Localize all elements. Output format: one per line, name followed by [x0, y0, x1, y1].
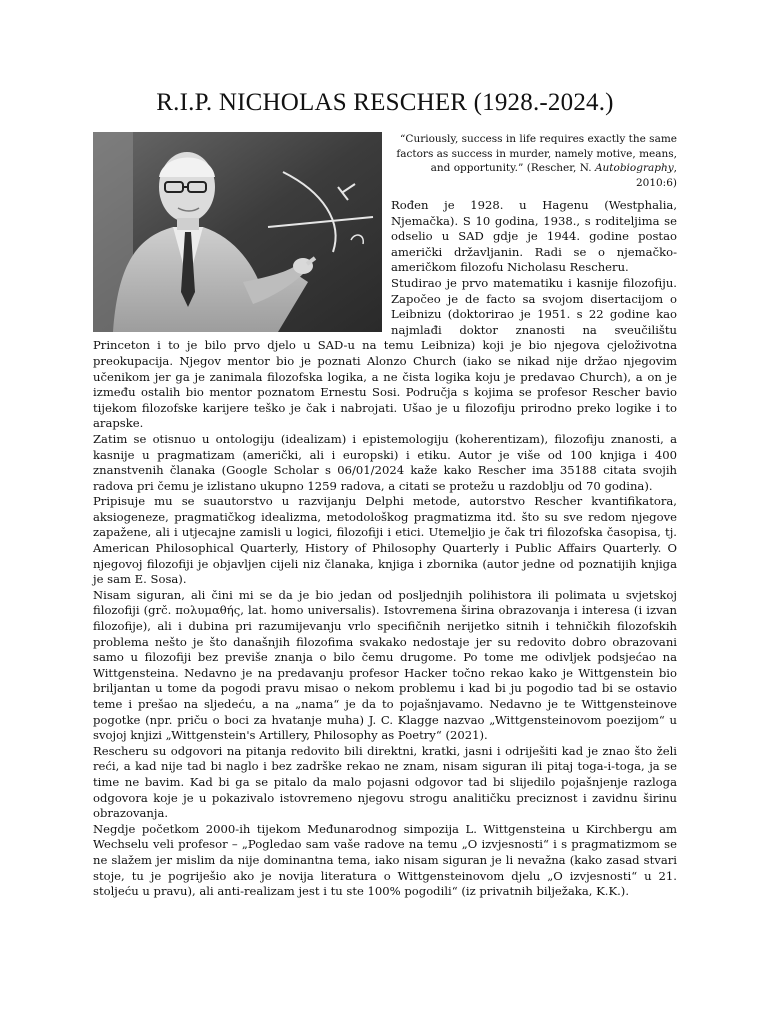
portrait-photo	[93, 132, 382, 332]
article	[93, 88, 677, 900]
epigraph-source-title: Autobiography	[594, 162, 674, 174]
paragraph: Rođen je 1928. u Hagenu (Westphalia, Njemačka). S 10 godina, 1938., s roditeljima se odselio u SAD gdje je 1944. godine postao američki državljanin. Radi se o njemačko-američkom filozofu Nicholasu Rescheru.	[391, 198, 677, 275]
paragraph: Rescheru su odgovori na pitanja redovito bili direktni, kratki, jasni i odriješiti kad je znao što želi reći, a kad nije tad bi naglo i bez zadrške rekao ne znam, nisam siguran ili pitaj toga-i-toga, ja se time ne bavim. Kad bi ga se pitalo da malo pojasni odgovor tad bi slijedilo pojašnjenje razloga odgovora koje je u pokazivalo istovremeno njegovu strogu analitičku preciznost i zavidnu širinu obrazovanja.	[93, 743, 677, 821]
paragraph: Nisam siguran, ali čini mi se da je bio jedan od posljednjih polihistora ili polimata u svjetskoj filozofiji (grč. πολυμαθής, lat. homo universalis). Istovremena širina obrazovanja i interesa (i izvan filozofije), ali i dubina pri razumijevanju vrlo specifičnih nerijetko sitnih i tehničkih filozofskih problema nešto je što današnjih filozofima svakako nedostaje jer su redovito dobro obrazovani samo u filozofiji bez previše znanja o bilo čemu drugome. Po tome me odivljek podsjećao na Wittgensteina. Nedavno je na predavanju profesor Hacker točno rekao kako je Wittgenstein bio briljantan u tome da pogodi pravu misao o nekom problemu i kad bi ju pogodio tad bi se ostavio teme i prešao na sljedeću, a na „nama“ je da to pojašnjavamo. Nedavno je te Wittgensteinove pogotke (npr. priču o boci za hvatanje muha) J. C. Klagge nazvao „Wittgensteinovom poezijom“ u svojoj knjizi „Wittgenstein's Artillery, Philosophy as Poetry“ (2021).	[93, 587, 677, 743]
epigraph-text: “Curiously, success in life requires exactly the same factors as success in murder, namely motive, means, and opportunity.” (Rescher, N.	[396, 133, 677, 174]
epigraph-source-rest: , 2010:6)	[635, 162, 677, 189]
paragraph: Zatim se otisnuo u ontologiju (idealizam) i epistemologiju (koherentizam), filozofiju znanosti, a kasnije u pragmatizam (američki, ali i europski) i etiku. Autor je više od 100 knjiga i 400 znanstvenih članaka (Google Scholar s 06/01/2024 kaže kako Rescher ima 35188 citata svojih radova pri čemu je izlistano ukupno 1259 radova, a citati se protežu u razdoblju od 70 godina).	[93, 431, 677, 493]
paragraph: Studirao je prvo matematiku i kasnije filozofiju. Započeo je de facto sa svojom disertacijom o Leibnizu (doktorirao je 1951. s 22 godine kao najmlađi doktor znanosti na sveučilištu Princeton i to je bilo prvo djelo u SAD-u na temu Leibniza) koji je bio njegova cjeloživotna preokupacija. Njegov mentor bio je poznati Alonzo Church (iako se nikad nije držao njegovim učenikom jer ga je zanimala filozofska logika, a ne čista logika koju je predavao Church), a on je između ostalih bio mentor poznatom Ernestu Sosi. Područja s kojima se profesor Rescher bavio tijekom filozofske karijere teško je čak i nabrojati. Ušao je u filozofiju prirodno preko logike i to arapske.	[93, 275, 677, 431]
paragraph: Pripisuje mu se suautorstvo u razvijanju Delphi metode, autorstvo Rescher kvantifikatora, aksiogeneze, pragmatičkog idealizma, metodološkog pragmatizma itd. što su sve redom njegove zapažene, ali i utjecajne zamisli u logici, filozofiji i etici. Utemeljio je čak tri filozofska časopisa, tj. American Philosophical Quarterly, History of Philosophy Quarterly i Public Affairs Quarterly. O njegovoj filozofiji je objavljen cijeli niz članaka, knjiga i zbornika (autor jedne od poznatijih knjiga je sam E. Sosa).	[93, 494, 677, 587]
page-title: R.I.P. NICHOLAS RESCHER (1928.-2024.)	[156, 89, 614, 116]
portrait-photo-illustration	[93, 132, 382, 332]
paragraph: Negdje početkom 2000-ih tijekom Međunarodnog simpozija L. Wittgensteina u Kirchbergu am Wechselu veli profesor – „Pogledao sam vaše radove na temu „O izvjesnosti“ i s pragmatizmom se ne slažem jer mislim da nije dominantna tema, iako nisam siguran je li nevažna (kako zasad stvari stoje, tu je pogriješio ako je novija literatura o Wittgensteinovom djelu „O izvjesnosti“ u 21. stoljeću u pravu), ali anti-realizam jest i tu ste 100% pogodili“ (iz privatnih bilježaka, K.K.).	[93, 821, 677, 899]
